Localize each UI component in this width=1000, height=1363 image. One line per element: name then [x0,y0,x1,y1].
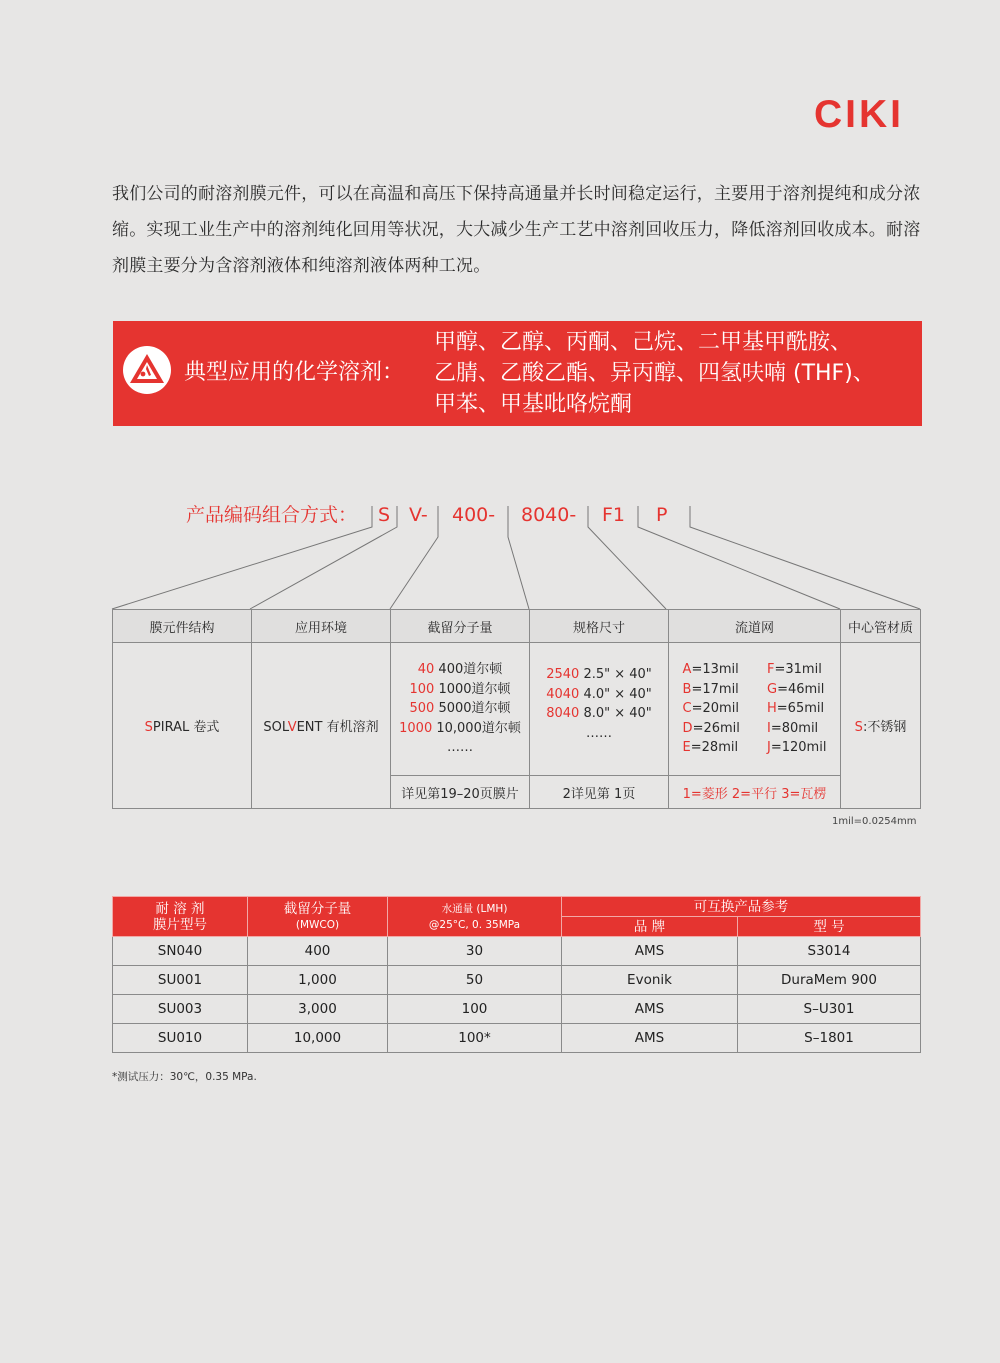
code-desc: PIRAL 卷式 [152,720,220,735]
hazard-triangle-icon [122,345,172,395]
code-desc: ENT 有机溶剂 [296,720,379,735]
code-key: 1000 [399,720,433,736]
spacer-note: 1=菱形 2=平行 3=瓦楞 [669,776,841,809]
code-key: G [767,681,778,697]
tube-cell [841,643,921,809]
list-item [767,699,826,719]
table-cell: AMS [562,1024,738,1053]
code-key: I [767,720,771,736]
ciki-logo [814,96,932,130]
code-segment-environment: V- [409,504,428,526]
code-desc: =17mil [691,681,739,697]
solvent-list-line: 甲醇、乙醇、丙酮、己烷、二甲基甲酰胺、 [434,330,853,355]
spacer-column-right [767,660,826,758]
code-key: 40 [417,662,435,678]
unit-note: 1mil=0.0254mm [832,816,917,827]
structure-cell [113,643,252,809]
table-cell: SU001 [113,966,248,995]
list-item [683,699,740,719]
list-item [683,660,740,680]
list-item [683,719,740,739]
header-line: 耐 溶 剂 [155,900,205,917]
table-cell: SU003 [113,995,248,1024]
list-item [683,738,740,758]
code-segment-mwco: 400- [452,504,496,526]
table-cell: S–U301 [738,995,921,1024]
code-segment-size: 8040- [521,504,577,526]
table-cell: S3014 [738,937,921,966]
header-cell [388,897,562,937]
code-structure-table [112,609,921,809]
solvent-list [434,327,924,420]
table-cell: SU010 [113,1024,248,1053]
code-desc: =20mil [691,701,739,717]
list-item [391,680,529,700]
table-cell: 3,000 [248,995,388,1024]
table-header-row [113,897,921,917]
table-cell: 100* [388,1024,562,1053]
code-key: J [767,740,771,756]
header-line: (MWCO) [295,918,340,931]
table-cell: Evonik [562,966,738,995]
table-cell: 1,000 [248,966,388,995]
table-header-row [113,610,921,643]
header-cell: 品 牌 [562,917,738,937]
code-desc: 10,000道尔顿 [436,720,521,736]
product-table [112,896,921,1053]
code-key: V [287,720,297,735]
code-desc: 5000道尔顿 [438,701,511,717]
table-cell: 30 [388,937,562,966]
table-row [113,995,921,1024]
code-desc: =26mil [692,720,740,736]
code-label: 产品编码组合方式： [186,504,358,526]
code-key: D [682,720,693,736]
ellipsis: …… [447,740,473,756]
code-desc: SOL [263,720,288,735]
header-line: 膜片型号 [153,916,207,933]
code-segment-spacer: F1 [602,504,626,526]
code-key: E [682,740,691,756]
list-item [530,685,668,705]
header-cell [113,897,248,937]
code-desc: 2.5" × 40" [583,667,652,682]
solvent-list-line: 甲苯、甲基吡咯烷酮 [434,392,633,417]
mwco-note: 详见第19–20页膜片 [391,776,530,809]
environment-cell [252,643,391,809]
list-item [767,680,826,700]
header-cell: 截留分子量 [391,610,530,643]
intro-paragraph: 我们公司的耐溶剂膜元件，可以在高温和高压下保持高通量并长时间稳定运行，主要用于溶剂提纯和成分浓缩。实现工业生产中的溶剂纯化回用等状况，大大减少生产工艺中溶剂回收压力，降低溶剂回收成本。耐溶剂膜主要分为含溶剂液体和纯溶剂液体两种工况。 [112,184,921,276]
list-item [530,704,668,724]
code-key: 4040 [546,686,580,702]
code-desc: =31mil [774,662,822,678]
spacer-column-left [683,660,740,758]
header-cell: 流道网 [669,610,841,643]
mwco-cell [391,643,530,776]
table-cell: 10,000 [248,1024,388,1053]
list-item [391,660,529,680]
code-key: B [682,681,692,697]
code-key: A [682,662,692,678]
header-line: 水通量 (LMH) [441,902,508,915]
list-item [530,665,668,685]
header-line: 截留分子量 [283,900,352,917]
list-item [683,680,740,700]
code-segment-tube: P [656,504,668,526]
table-cell: SN040 [113,937,248,966]
header-cell: 型 号 [738,917,921,937]
code-key: S [854,720,863,735]
code-key: 500 [409,701,435,717]
table-row [113,1024,921,1053]
table-cell: AMS [562,995,738,1024]
solvent-list-line: 乙腈、乙酸乙酯、异丙醇、四氢呋喃 (THF)、 [434,361,875,386]
code-desc: 400道尔顿 [438,662,503,678]
svg-text:CIKI: CIKI [814,96,904,130]
code-key: C [682,701,692,717]
header-cell [248,897,388,937]
table-row [113,966,921,995]
header-cell: 规格尺寸 [530,610,669,643]
code-segment-structure: S [378,504,391,526]
code-desc: =120mil [770,740,827,756]
footnote: *测试压力：30℃，0.35 MPa. [112,1071,257,1083]
list-item [767,660,826,680]
ellipsis: …… [586,725,612,741]
code-key: S [144,720,153,735]
banner-label: 典型应用的化学溶剂： [184,360,405,385]
list-item [767,719,826,739]
spacer-cell [669,643,841,776]
size-note: 2详见第 1页 [530,776,669,809]
table-cell: 400 [248,937,388,966]
code-key: 2540 [546,667,580,682]
code-key: 8040 [546,706,580,721]
header-cell: 中心管材质 [841,610,921,643]
code-key: F [767,662,775,678]
code-desc: 1000道尔顿 [438,681,511,697]
code-desc: =46mil [777,681,825,697]
code-desc: 4.0" × 40" [583,686,652,702]
table-cell: 50 [388,966,562,995]
table-row [113,937,921,966]
table-row [113,643,921,776]
size-cell [530,643,669,776]
code-desc: =28mil [690,740,739,756]
table-cell: AMS [562,937,738,966]
code-desc: =65mil [776,701,825,717]
table-cell: 100 [388,995,562,1024]
list-item [767,738,826,758]
code-key: H [767,701,777,717]
header-line: @25°C, 0. 35MPa [428,918,521,931]
list-item [391,699,529,719]
table-cell: S–1801 [738,1024,921,1053]
header-cell: 可互换产品参考 [562,897,921,917]
list-item [391,719,529,739]
code-key: 100 [409,681,435,697]
header-cell: 应用环境 [252,610,391,643]
code-desc: =13mil [691,662,739,678]
code-desc: :不锈钢 [862,720,907,735]
code-desc: 8.0" × 40" [583,706,652,721]
header-cell: 膜元件结构 [113,610,252,643]
code-desc: =80mil [770,720,819,736]
table-cell: DuraMem 900 [738,966,921,995]
